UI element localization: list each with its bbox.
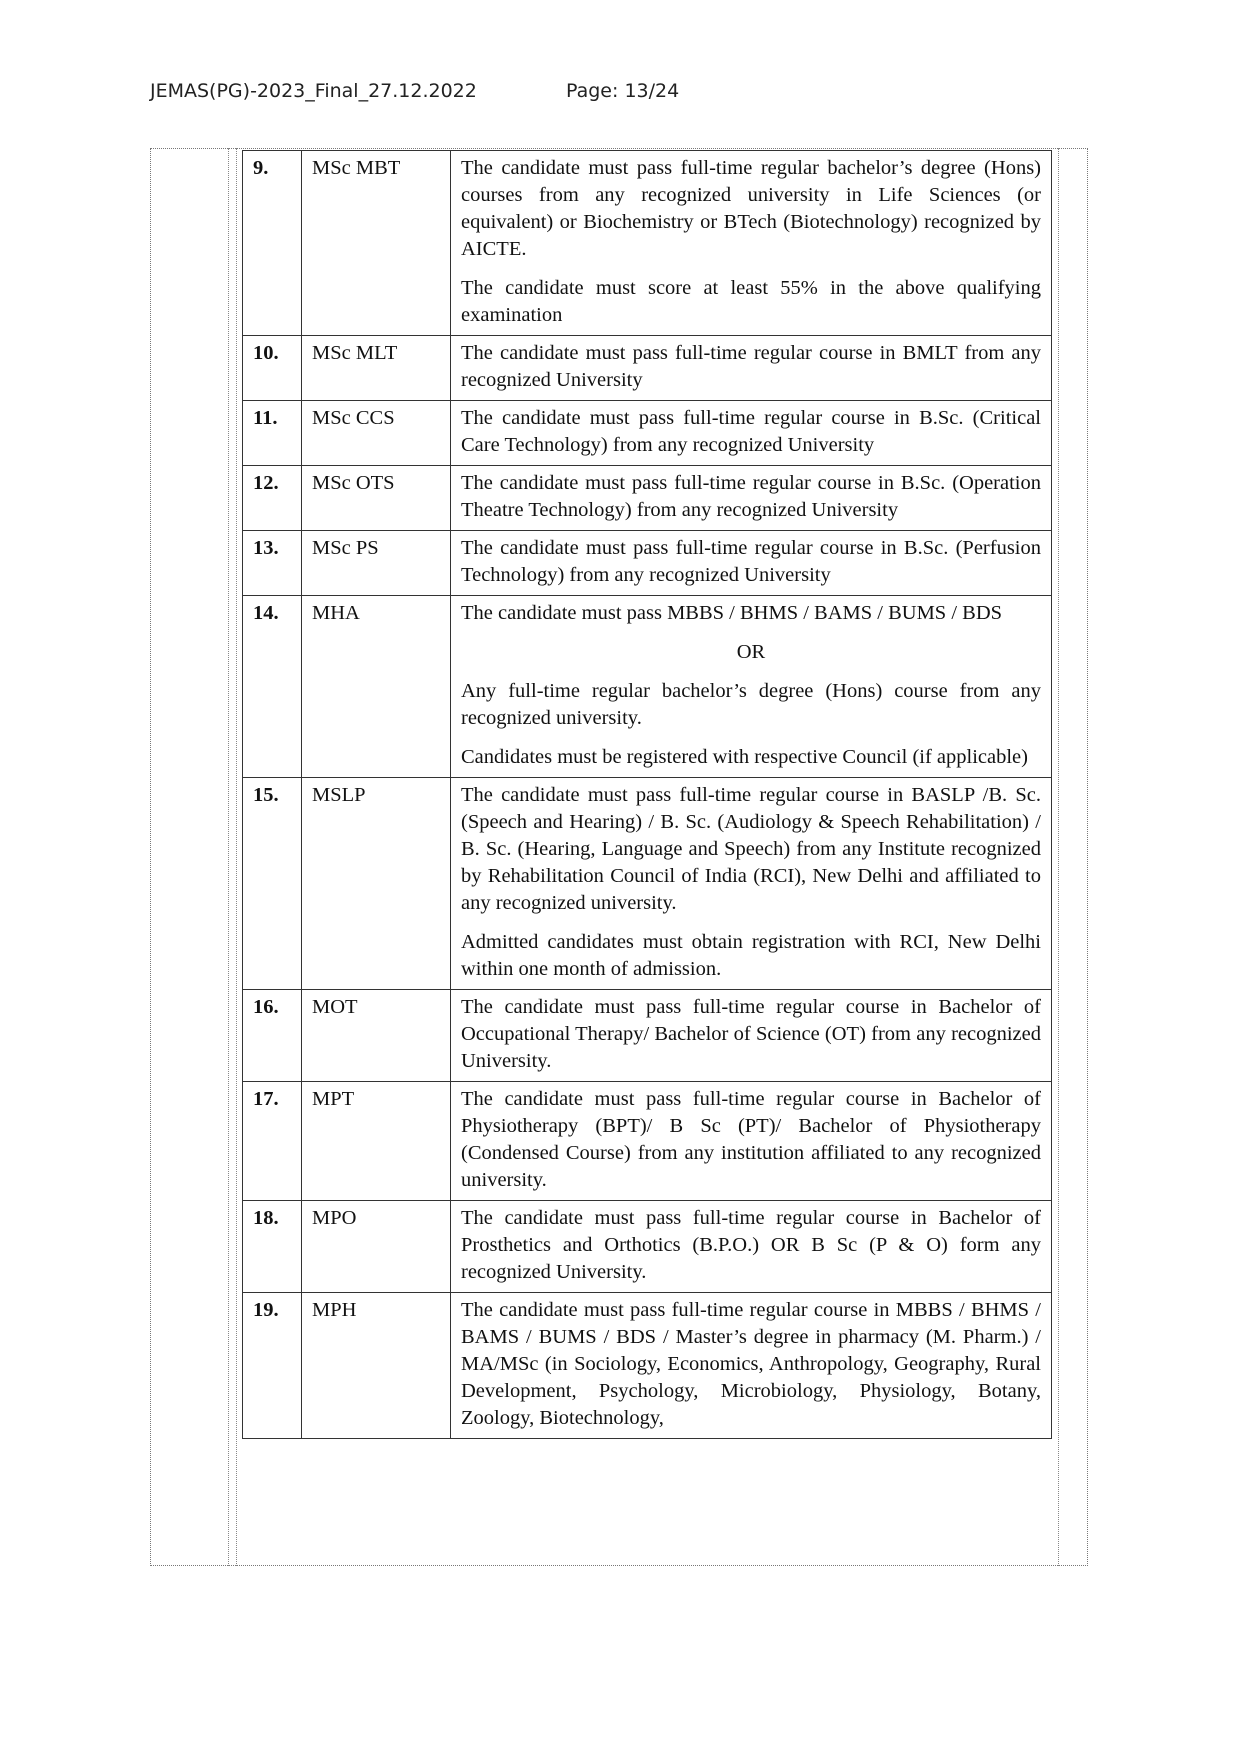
page-number: Page: 13/24 bbox=[566, 80, 680, 102]
criteria-paragraph: The candidate must pass full-time regular course in B.Sc. (Critical Care Technology) from any recognized University bbox=[461, 407, 1041, 456]
table-row bbox=[243, 1293, 1052, 1439]
criteria-paragraph: The candidate must pass full-time regular course in Bachelor of Physiotherapy (BPT)/ B Sc (PT)/ Bachelor of Physiotherapy (Condensed Course) from any institution affiliated to any recognized university. bbox=[461, 1088, 1041, 1191]
criteria-paragraph: The candidate must pass full-time regular course in MBBS / BHMS / BAMS / BUMS / BDS / Master’s degree in pharmacy (M. Pharm.) / MA/MSc (in Sociology, Economics, Anthropology, Geography, Rural Development, Psychology, Microbiology, Physiology, Botany, Zoology, Biotechnology, bbox=[461, 1299, 1041, 1429]
criteria-paragraph: Admitted candidates must obtain registration with RCI, New Delhi within one month of admission. bbox=[461, 931, 1041, 980]
eligibility-criteria bbox=[451, 151, 1052, 336]
criteria-paragraph: The candidate must pass full-time regular course in BMLT from any recognized University bbox=[461, 342, 1041, 391]
course-name: MPH bbox=[302, 1293, 451, 1439]
eligibility-criteria bbox=[451, 778, 1052, 990]
row-number: 18. bbox=[243, 1201, 302, 1293]
row-number: 16. bbox=[243, 990, 302, 1082]
criteria-paragraph: The candidate must pass full-time regular course in BASLP /B. Sc. (Speech and Hearing) / B. Sc. (Audiology & Speech Rehabilitation) / B. Sc. (Hearing, Language and Speech) from any Institute recognized by Rehabilitation Council of India (RCI), New Delhi and affiliated to any recognized university. bbox=[461, 784, 1041, 914]
frame-divider-left-inner bbox=[236, 148, 237, 1566]
eligibility-table bbox=[242, 150, 1052, 1439]
criteria-paragraph: The candidate must pass full-time regular course in Bachelor of Prosthetics and Orthotics (B.P.O.) OR B Sc (P & O) form any recognized University. bbox=[461, 1207, 1041, 1283]
document-reference: JEMAS(PG)-2023_Final_27.12.2022 bbox=[150, 80, 477, 102]
or-separator: OR bbox=[736, 641, 766, 663]
course-name: MSc MBT bbox=[302, 151, 451, 336]
criteria-paragraph: Any full-time regular bachelor’s degree (Hons) course from any recognized university. bbox=[461, 680, 1041, 729]
course-name: MOT bbox=[302, 990, 451, 1082]
table-row bbox=[243, 596, 1052, 778]
criteria-paragraph: The candidate must pass full-time regular bachelor’s degree (Hons) courses from any recognized university in Life Sciences (or equivalent) or Biochemistry or BTech (Biotechnology) recognized by AICTE. bbox=[461, 157, 1041, 260]
row-number: 19. bbox=[243, 1293, 302, 1439]
course-name: MSc CCS bbox=[302, 401, 451, 466]
row-number: 17. bbox=[243, 1082, 302, 1201]
criteria-paragraph: The candidate must score at least 55% in the above qualifying examination bbox=[461, 277, 1041, 326]
table-row bbox=[243, 151, 1052, 336]
eligibility-criteria bbox=[451, 336, 1052, 401]
criteria-paragraph: The candidate must pass MBBS / BHMS / BAMS / BUMS / BDS bbox=[461, 602, 1003, 624]
table-row bbox=[243, 990, 1052, 1082]
criteria-paragraph: Candidates must be registered with respective Council (if applicable) bbox=[461, 746, 1028, 768]
course-name: MSc MLT bbox=[302, 336, 451, 401]
eligibility-criteria bbox=[451, 401, 1052, 466]
eligibility-criteria bbox=[451, 531, 1052, 596]
row-number: 10. bbox=[243, 336, 302, 401]
frame-divider-left bbox=[228, 148, 229, 1566]
table-row bbox=[243, 401, 1052, 466]
table-row bbox=[243, 466, 1052, 531]
table-row bbox=[243, 1082, 1052, 1201]
criteria-paragraph: The candidate must pass full-time regular course in B.Sc. (Perfusion Technology) from any recognized University bbox=[461, 537, 1041, 586]
frame-divider-right bbox=[1058, 148, 1059, 1566]
course-name: MPT bbox=[302, 1082, 451, 1201]
eligibility-criteria bbox=[451, 596, 1052, 778]
eligibility-criteria bbox=[451, 1082, 1052, 1201]
course-name: MSc PS bbox=[302, 531, 451, 596]
course-name: MSc OTS bbox=[302, 466, 451, 531]
criteria-paragraph: The candidate must pass full-time regular course in Bachelor of Occupational Therapy/ Bachelor of Science (OT) from any recognized University. bbox=[461, 996, 1041, 1072]
eligibility-criteria bbox=[451, 1201, 1052, 1293]
eligibility-criteria bbox=[451, 1293, 1052, 1439]
table-row bbox=[243, 1201, 1052, 1293]
criteria-paragraph: The candidate must pass full-time regular course in B.Sc. (Operation Theatre Technology) from any recognized University bbox=[461, 472, 1041, 521]
row-number: 15. bbox=[243, 778, 302, 990]
course-name: MHA bbox=[302, 596, 451, 778]
row-number: 13. bbox=[243, 531, 302, 596]
row-number: 11. bbox=[243, 401, 302, 466]
table-row bbox=[243, 778, 1052, 990]
row-number: 14. bbox=[243, 596, 302, 778]
course-name: MSLP bbox=[302, 778, 451, 990]
row-number: 9. bbox=[243, 151, 302, 336]
table-row bbox=[243, 531, 1052, 596]
eligibility-criteria bbox=[451, 466, 1052, 531]
course-name: MPO bbox=[302, 1201, 451, 1293]
table-row bbox=[243, 336, 1052, 401]
row-number: 12. bbox=[243, 466, 302, 531]
eligibility-criteria bbox=[451, 990, 1052, 1082]
